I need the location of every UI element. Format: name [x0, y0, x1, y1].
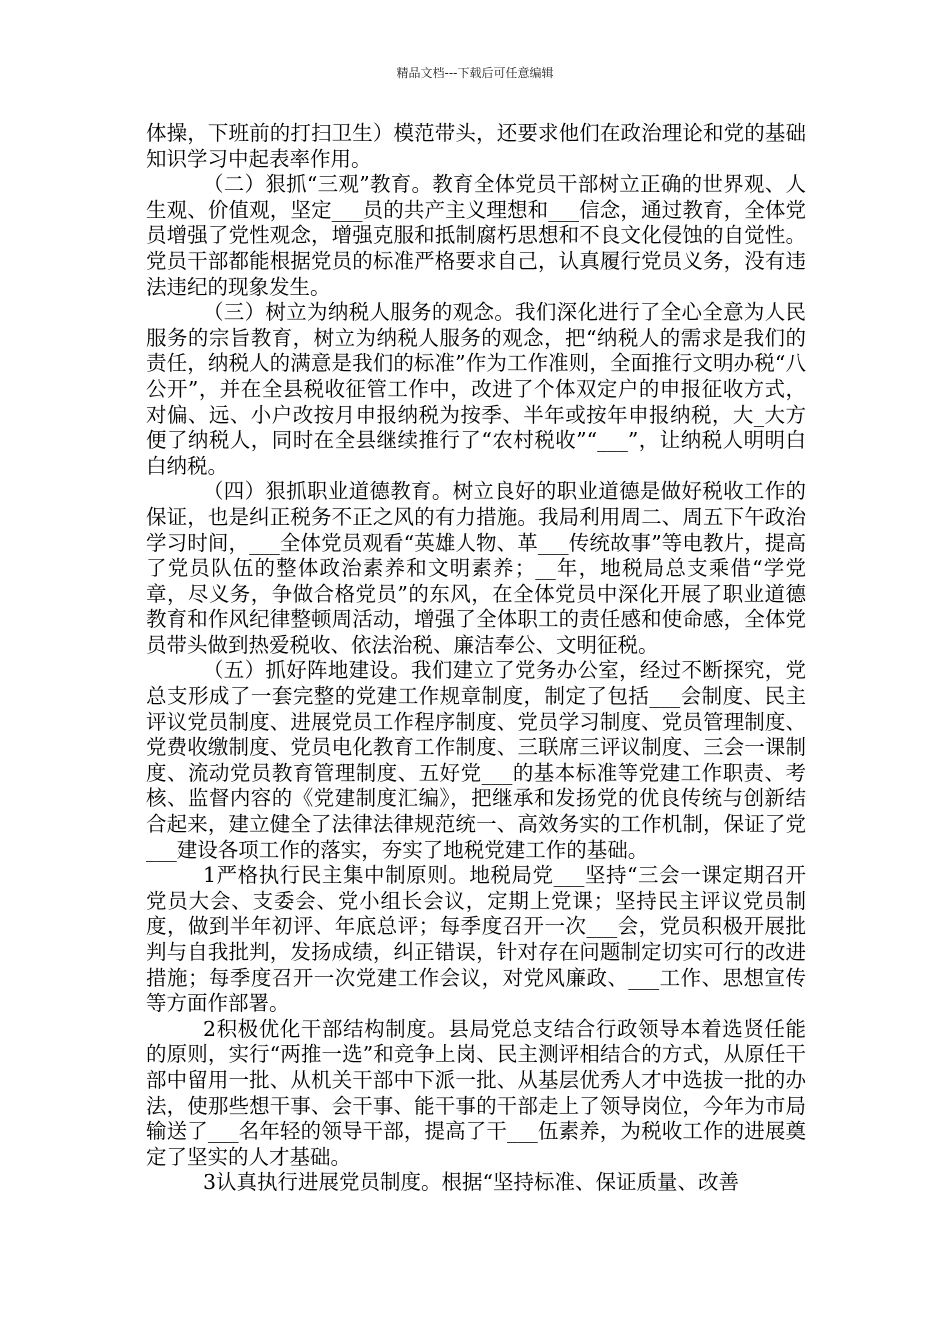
- paragraph-continuation: 体操，下班前的打扫卫生）模范带头，还要求他们在政治理论和党的基础知识学习中起表率作用。: [146, 121, 806, 171]
- paragraph-section-2: （二）狠抓“三观”教育。教育全体党员干部树立正确的世界观、人生观、价值观，坚定___员的共产主义理想和___信念，通过教育，全体党员增强了党性观念，增强克服和抵制腐朽思想和不良文化侵蚀的自觉性。党员干部都能根据党员的标准严格要求自己，认真履行党员义务，没有违法违纪的现象发生。: [146, 172, 806, 299]
- paragraph-section-5: （五）抓好阵地建设。我们建立了党务办公室，经过不断探究，党总支形成了一套完整的党建工作规章制度，制定了包括___会制度、民主评议党员制度、进展党员工作程序制度、党员学习制度、党员管理制度、党费收缴制度、党员电化教育工作制度、三联席三评议制度、三会一课制度、流动党员教育管理制度、五好党___的基本标准等党建工作职责、考核、监督内容的《党建制度汇编》，把继承和发扬党的优良传统与创新结合起来，建立健全了法律法律规范统一、高效务实的工作机制，保证了党___建设各项工作的落实，夯实了地税党建工作的基础。: [146, 658, 806, 862]
- document-body: [146, 121, 806, 1196]
- paragraph-item-3: 3认真执行进展党员制度。根据“坚持标准、保证质量、改善: [203, 1170, 740, 1195]
- paragraph-item-1: 1严格执行民主集中制原则。地税局党___坚持“三会一课定期召开党员大会、支委会、党小组长会议，定期上党课；坚持民主评议党员制度，做到半年初评、年底总评；每季度召开一次___会，党员积极开展批判与自我批判，发扬成绩，纠正错误，针对存在问题制定切实可行的改进措施；每季度召开一次党建工作会议，对党风廉政、___工作、思想宣传等方面作部署。: [146, 863, 806, 1016]
- paragraph-section-3: （三）树立为纳税人服务的观念。我们深化进行了全心全意为人民服务的宗旨教育，树立为纳税人服务的观念，把“纳税人的需求是我们的责任，纳税人的满意是我们的标准”作为工作准则，全面推行文明办税“八公开”，并在全县税收征管工作中，改进了个体双定户的申报征收方式，对偏、远、小户改按月申报纳税为按季、半年或按年申报纳税，大_大方便了纳税人，同时在全县继续推行了“农村税收”“___”，让纳税人明明白白纳税。: [146, 300, 806, 478]
- paragraph-item-2: 2积极优化干部结构制度。县局党总支结合行政领导本着选贤任能的原则，实行“两推一选”和竞争上岗、民主测评相结合的方式，从原任干部中留用一批、从机关干部中下派一批、从基层优秀人才中选拔一批的办法，使那些想干事、会干事、能干事的干部走上了领导岗位，今年为市局输送了___名年轻的领导干部，提高了干___伍素养，为税收工作的进展奠定了坚实的人才基础。: [146, 1016, 806, 1169]
- page-header: 精品文档---下载后可任意编辑: [396, 66, 554, 80]
- paragraph-section-4: （四）狠抓职业道德教育。树立良好的职业道德是做好税收工作的保证，也是纠正税务不正之风的有力措施。我局利用周二、周五下午政治学习时间，___全体党员观看“英雄人物、革___传统故事”等电教片，提高了党员队伍的整体政治素养和文明素养；__年，地税局总支乘借“学党章，尽义务，争做合格党员”的东风，在全体党员中深化开展了职业道德教育和作风纪律整顿周活动，增强了全体职工的责任感和使命感，全体党员带头做到热爱税收、依法治税、廉洁奉公、文明征税。: [146, 479, 806, 657]
